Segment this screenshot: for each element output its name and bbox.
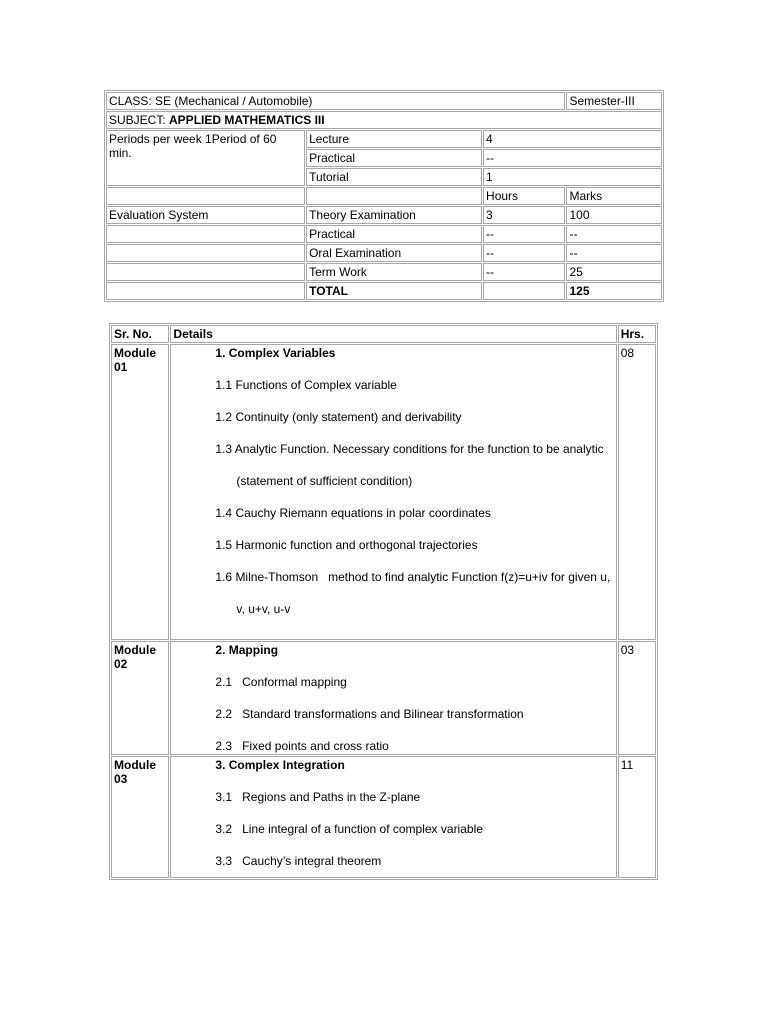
lecture-label: Lecture: [306, 130, 482, 148]
topic-item: 3.3 Cauchy’s integral theorem: [215, 854, 382, 868]
subject-cell: [106, 111, 662, 129]
module-details: [170, 344, 616, 640]
empty-cell: [483, 282, 565, 300]
eval-row-marks: --: [566, 225, 662, 243]
topic-item: 2.1 Conformal mapping: [215, 675, 347, 689]
empty-cell: [106, 282, 305, 300]
syllabus-header-row: [111, 325, 656, 343]
eval-row-name: Term Work: [306, 263, 482, 281]
module-hours: 03: [618, 641, 656, 755]
tutorial-value: 1: [483, 168, 662, 186]
topic-item: 1.5 Harmonic function and orthogonal trajectories: [215, 538, 478, 552]
course-summary-table: [104, 90, 664, 302]
eval-row-hours: 3: [483, 206, 565, 224]
subject-name: APPLIED MATHEMATICS III: [169, 113, 325, 127]
topic-item: 3.2 Line integral of a function of complex variable: [215, 822, 483, 836]
module-details: [170, 641, 616, 755]
module-title: 2. Mapping: [215, 643, 279, 657]
semester-cell: Semester-III: [566, 92, 662, 110]
eval-row-hours: --: [483, 263, 565, 281]
empty-cell: [106, 225, 305, 243]
subject-prefix: SUBJECT:: [109, 113, 170, 127]
total-marks: 125: [566, 282, 662, 300]
module-title: 3. Complex Integration: [215, 758, 345, 772]
module-title: 1. Complex Variables: [215, 346, 336, 360]
module-label: Module 01: [111, 344, 169, 640]
eval-row-marks: 100: [566, 206, 662, 224]
topic-item: 1.1 Functions of Complex variable: [215, 378, 397, 392]
periods-cell: Periods per week 1Period of 60 min.: [106, 130, 305, 186]
module-row: [111, 641, 656, 755]
module-label: Module 03: [111, 756, 169, 878]
topic-item: 2.3 Fixed points and cross ratio: [215, 739, 389, 753]
total-label: TOTAL: [306, 282, 482, 300]
marks-header: Marks: [566, 187, 662, 205]
eval-row-name: Oral Examination: [306, 244, 482, 262]
eval-row-hours: --: [483, 225, 565, 243]
topic-item: 3.1 Regions and Paths in the Z-plane: [215, 790, 421, 804]
class-cell: CLASS: SE (Mechanical / Automobile): [106, 92, 565, 110]
module-row: [111, 344, 656, 640]
tutorial-label: Tutorial: [306, 168, 482, 186]
evaluation-label: Evaluation System: [106, 206, 305, 224]
lecture-value: 4: [483, 130, 662, 148]
module-hours: 08: [618, 344, 656, 640]
topic-item: 2.2 Standard transformations and Bilinear transformation: [215, 707, 524, 721]
empty-cell: [106, 244, 305, 262]
topic-item: 1.2 Continuity (only statement) and derivability: [215, 410, 462, 424]
module-hours: 11: [618, 756, 656, 878]
eval-row-hours: --: [483, 244, 565, 262]
sr-no-header: Sr. No.: [111, 325, 169, 343]
module-row: [111, 756, 656, 878]
hrs-header: Hrs.: [618, 325, 656, 343]
topic-item: 1.4 Cauchy Riemann equations in polar coordinates: [215, 506, 491, 520]
empty-cell: [106, 263, 305, 281]
empty-cell: [106, 187, 305, 205]
practical-value: --: [483, 149, 662, 167]
details-header: Details: [170, 325, 616, 343]
topic-item: (statement of sufficient condition): [236, 474, 413, 488]
practical-label: Practical: [306, 149, 482, 167]
topic-item: 1.3 Analytic Function. Necessary conditions for the function to be analytic: [215, 442, 604, 456]
hours-header: Hours: [483, 187, 565, 205]
eval-row-marks: --: [566, 244, 662, 262]
empty-cell: [306, 187, 482, 205]
eval-row-name: Practical: [306, 225, 482, 243]
module-details: [170, 756, 616, 878]
topic-item: 1.6 Milne-Thomson method to find analytic Function f(z)=u+iv for given u,: [215, 570, 611, 584]
syllabus-table: [109, 323, 658, 880]
eval-row-marks: 25: [566, 263, 662, 281]
module-label: Module 02: [111, 641, 169, 755]
topic-item: v, u+v, u-v: [236, 602, 291, 616]
eval-row-name: Theory Examination: [306, 206, 482, 224]
